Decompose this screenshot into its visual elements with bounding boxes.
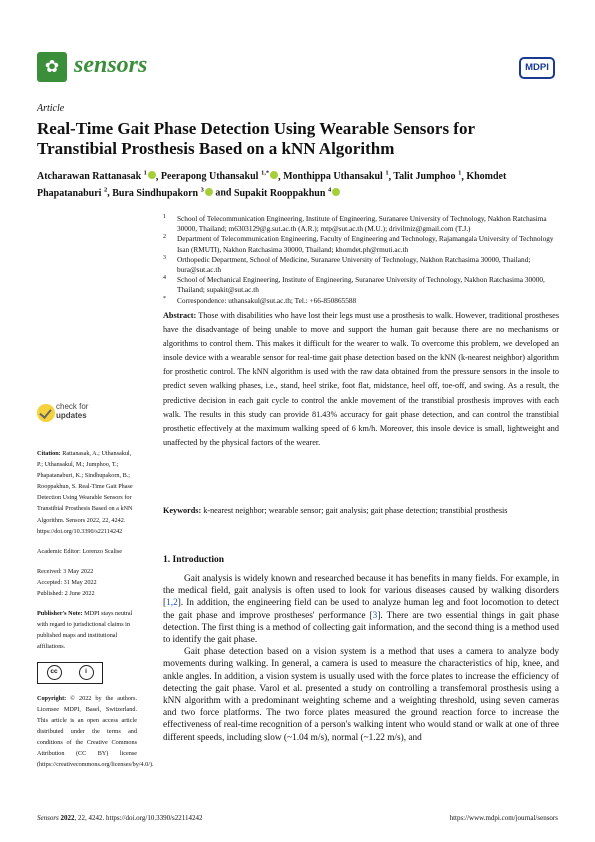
author[interactable]	[37, 171, 156, 182]
author-affiliation-sup: 2	[103, 186, 108, 194]
author-name: Bura Sindhupakorn	[112, 187, 199, 199]
author[interactable]	[393, 171, 461, 182]
accepted-date: Accepted: 31 May 2022	[37, 578, 97, 586]
orcid-icon[interactable]	[148, 171, 156, 179]
abstract-text: Those with disabilities who have lost their legs must use a prosthesis to walk. However, traditional prostheses have the disadvantage of being unable to move and support the human gait because there are no mechanisms or algorithms to control them. This makes it difficult for the wearer to walk. To overcome this problem, we developed an insole device with a wearable sensor for real-time gait phase detection based on the kNN (k-nearest neighbor) algorithm for prosthetic control. The kNN algorithm is used with the raw data obtained from the pressure sensors in the insole to predict seven walking phases, i.e., stand, heel strike, foot flat, midstance, heel off, toe-off, and swing. As a result, the predictive decision in each gait cycle to control the ankle movement of the transtibial prosthesis improves with each walk. The results in this study can provide 81.43% accuracy for gait phase detection, and can control the transtibial prosthetic effectively at the maximum walking speed of 6 km/h. Moreover, this insole device is small, lightweight and unaffected by the physical factors of the wearer.	[163, 311, 560, 447]
p1-text-c: ]. There are two essential things in gait phase detection. The first thing is a method of collecting gait information, and the second thing is a method used to identify the gait phase.	[163, 610, 559, 646]
academic-editor: Academic Editor: Lorenzo Scalise	[37, 547, 123, 555]
author-name: Monthippa Uthansakul	[283, 171, 383, 183]
affiliation-number: 1	[163, 214, 166, 220]
journal-name[interactable]: sensors	[74, 52, 148, 78]
received-date: Received: 3 May 2022	[37, 567, 94, 575]
abstract	[163, 309, 559, 450]
affiliation-text: School of Telecommunication Engineering, Institute of Engineering, Suranaree University of Technology, Nakhon Ratchasima 30000, Thailand; m6303129@g.sut.ac.th (A.R.); mtp@sut.ac.th (M.U.); drivilmiz@gmail.com (T.J.)	[177, 214, 547, 234]
footer-year: 2022	[60, 814, 75, 822]
p1-text-b: ]. In addition, the engineering field can be used to analyze human leg and foot locomotion to detect the gait phase and improve prostheses' performance [	[163, 598, 559, 621]
check-for-updates-button[interactable]	[37, 402, 147, 428]
author[interactable]	[283, 171, 389, 182]
by-icon: i	[79, 665, 94, 680]
author-affiliation-sup: 1	[385, 170, 389, 177]
affiliation-number: 2	[163, 234, 166, 241]
author-list: Atcharawan Rattanasak $^1$ , Peerapong Uthansakul $^{1,*}$ , Monthippa Uthansakul $^1$, Talit Jumphoo $^1$, Khomdet Phapatanaburi $^2$, Bura Sindhupakorn $^3$ and Supakit Rooppakhun $^4$	[37, 170, 507, 199]
affiliation-text: Correspondence: uthansakul@sut.ac.th; Tel.: +66-850865588	[177, 295, 357, 305]
paper-title: Real-Time Gait Phase Detection Using Wearable Sensors for Transtibial Prosthesis Based on a kNN Algorithm	[37, 119, 475, 158]
author-name: Peerapong Uthansakul	[160, 171, 259, 183]
author[interactable]	[234, 188, 340, 199]
author-name: Atcharawan Rattanasak	[37, 171, 142, 183]
cc-by-license-icon[interactable]	[37, 662, 103, 684]
affiliation-item	[163, 214, 563, 234]
affiliation-item	[163, 234, 563, 254]
author-affiliation-sup: 3	[200, 186, 204, 194]
paragraph-1	[163, 573, 559, 646]
section-heading: 1. Introduction	[163, 555, 225, 565]
author-affiliation-sup: 4	[327, 186, 332, 194]
citation-label: Citation:	[37, 450, 61, 457]
affiliation-text: School of Mechanical Engineering, Institute of Engineering, Suranaree University of Technology, Nakhon Ratchasima 30000, Thailand; supakit@sut.ac.th	[177, 275, 545, 295]
cc-icon: cc	[47, 665, 62, 680]
affiliation-text: Department of Telecommunication Engineering, Faculty of Engineering and Technology, Rajamangala University of Technology Isan (RMUTI), Nakhon Ratchasima 30000, Thailand; khomdet.ph@rmuti.ac.th	[177, 234, 554, 254]
copyright	[37, 693, 154, 771]
citation-text[interactable]: Rattanasak, A.; Uthansakul, P.; Uthansakul, M.; Jumphoo, T.; Phapatanaburi, K.; Sindhupakorn, B.; Rooppakhun, S. Real-Time Gait Phase Detection Using Wearable Sensors for Transtibial Prosthesis Based on a kNN Algorithm. Sensors 2022, 22, 4242. https://doi.org/10.3390/s22114242	[37, 450, 133, 535]
orcid-icon[interactable]	[332, 188, 340, 196]
footer-journal-url[interactable]: https://www.mdpi.com/journal/sensors	[449, 814, 558, 822]
paragraph-2: Gait phase detection based on a vision system is a method that uses a camera to analyze body movements during walking. In general, a camera is used to measure the characteristics of hip, knee, and ankle angles. In addition, a vision system is usually used with the force plates to increase the efficiency of detecting the gait phase. Varol et al. presented a study on controlling a transfemoral prosthesis using a kNN algorithm with a predominant weighting scheme and a weighting threshold, using seven cameras and two force platforms. The two force plates measured the ground reaction force to increase the effectiveness of real-time recognition of a person's walking intent who would stand or walk at one of three different speeds, including slow (~1.04 m/s), normal (~1.22 m/s), and	[163, 647, 559, 743]
dates	[37, 566, 137, 599]
abstract-label: Abstract:	[163, 311, 197, 320]
keywords-text: k-nearest neighbor; wearable sensor; gait analysis; gait phase detection; transtibial prosthesis	[203, 506, 508, 515]
publisher-note-label: Publisher's Note:	[37, 610, 83, 618]
published-date: Published: 2 June 2022	[37, 590, 95, 598]
affiliation-item	[163, 275, 563, 295]
check-updates-icon	[37, 404, 55, 422]
orcid-icon[interactable]	[270, 171, 278, 179]
copyright-text: © 2022 by the authors. Licensee MDPI, Basel, Switzerland. This article is an open access article distributed under the terms and conditions of the Creative Commons Attribution (CC BY) license (https://creativecommons.org/licenses/by/4.0/).	[37, 694, 154, 769]
copyright-label: Copyright:	[37, 694, 67, 702]
journal-logo-icon: ✿	[37, 52, 67, 82]
footer-citation	[37, 814, 202, 822]
keywords-label: Keywords:	[163, 506, 202, 515]
affiliation-number: 4	[163, 275, 166, 282]
publisher-note-text: MDPI stays neutral with regard to jurisdictional claims in published maps and institutional affiliations.	[37, 610, 133, 651]
affiliation-item	[163, 255, 563, 275]
check-updates-line1: check for	[56, 402, 89, 411]
affiliation-number: *	[163, 295, 166, 302]
keywords	[163, 505, 559, 516]
author-name: Talit Jumphoo	[393, 171, 456, 183]
footer-journal: Sensors	[37, 814, 59, 822]
publisher-note	[37, 608, 137, 652]
author[interactable]	[112, 188, 213, 199]
author-name: Supakit Rooppakhun	[233, 187, 326, 199]
affiliation-text: Orthopedic Department, School of Medicine, Suranaree University of Technology, Nakhon Ratchasima 30000, Thailand; bura@sut.ac.th	[177, 254, 531, 275]
affiliation-number: 3	[163, 254, 166, 261]
footer-doi[interactable]: , 22, 4242. https://doi.org/10.3390/s22114242	[74, 814, 203, 822]
author-affiliation-sup: 1	[143, 170, 147, 177]
affiliations-list	[163, 214, 563, 306]
publisher-logo[interactable]: MDPI	[519, 57, 555, 79]
p1-text-a: Gait analysis is widely known and researched because it has benefits in many fields. For example, in the medical field, gait analysis is often used to look for various diseases caused by walking disorders [	[163, 574, 559, 609]
orcid-icon[interactable]	[205, 188, 213, 196]
body-text	[163, 573, 559, 744]
citation	[37, 448, 137, 537]
left-column	[37, 448, 154, 779]
author-affiliation-sup: 1,*	[260, 170, 270, 177]
author-affiliation-sup: 1	[458, 170, 462, 177]
author-name: Khomdet Phapatanaburi	[37, 171, 507, 199]
author[interactable]	[161, 171, 278, 182]
affiliation-item	[163, 296, 563, 306]
reference-link[interactable]: 1,2	[166, 598, 178, 609]
check-updates-line2: updates	[56, 410, 87, 420]
article-type: Article	[37, 103, 65, 114]
reference-link[interactable]: 3	[372, 610, 378, 621]
